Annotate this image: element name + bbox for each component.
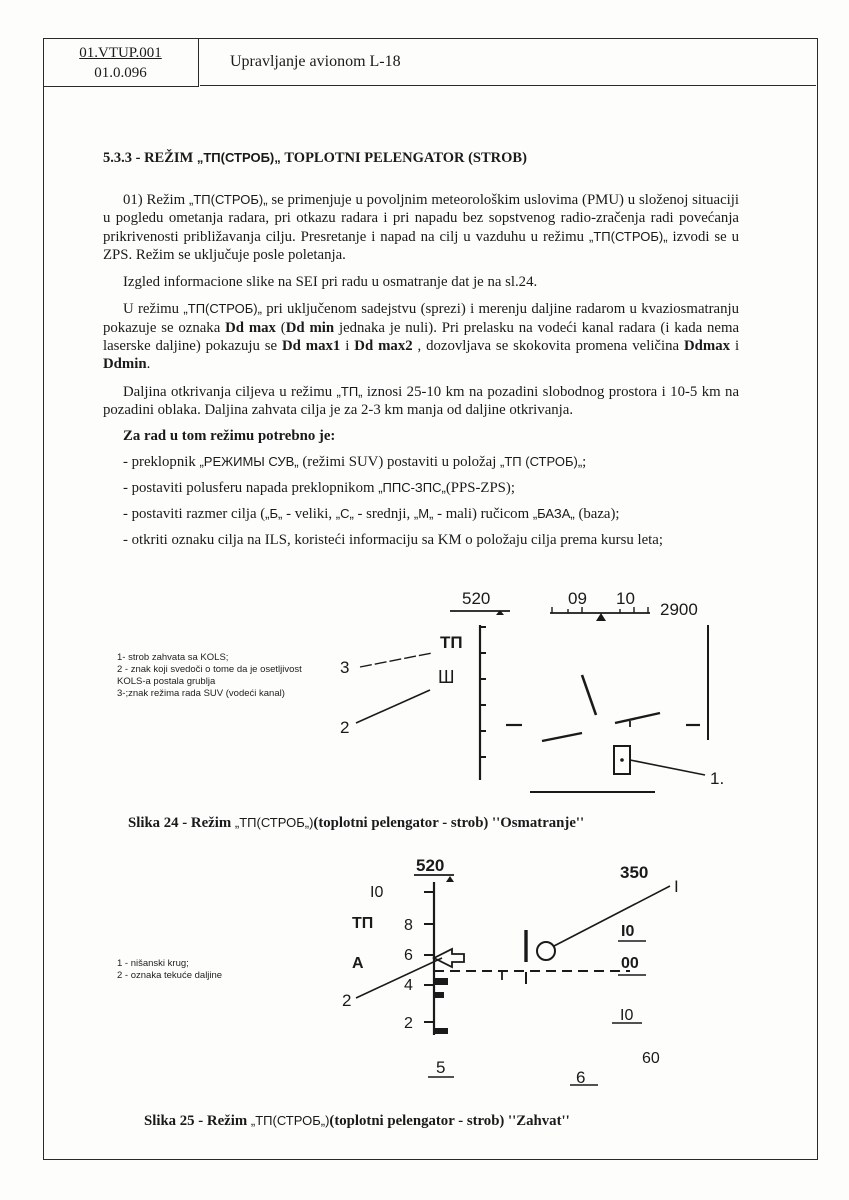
value-350: 350 — [620, 863, 649, 882]
value-i0: I0 — [621, 923, 635, 940]
range-arrow — [434, 949, 464, 967]
page-content — [103, 150, 739, 557]
speed-label: 520 — [416, 856, 445, 875]
figure-25-caption: Slika 25 - Režim „ТП(СТРОБ„)(toplotni pelengator - strob) ''Zahvat'' — [144, 1113, 570, 1129]
range-label: 8 — [404, 917, 413, 934]
speed-label: 520 — [462, 589, 491, 608]
figure-24-caption: Slika 24 - Režim „ТП(СТРОБ„)(toplotni pelengator - strob) ''Osmatranje'' — [128, 815, 585, 831]
section-name: TOPLOTNI PELENGATOR (STROB) — [284, 150, 527, 166]
wing-line-right — [615, 713, 660, 723]
callout-3: 3 — [340, 658, 350, 677]
mode-symbol: ТП — [352, 915, 374, 932]
section-number: 5.3.3 - REŽIM — [103, 150, 194, 166]
callout-1: 1. — [710, 769, 725, 788]
figure-25-hud — [330, 850, 710, 1090]
paragraph-2: Izgled informacione slike na SEI pri radu u osmatranje dat je na sl.24. — [123, 274, 538, 291]
heading-pointer — [596, 613, 606, 621]
range-bar — [434, 978, 448, 985]
heading-label-10: 10 — [616, 589, 635, 608]
value-00: 00 — [621, 955, 639, 972]
paragraph-4: Daljina otkrivanja ciljeva u režimu „ТП„ iznosi 25-10 km na pozadini slobodnog prostora i 10-5 km na pozadini oblaka. Daljina zahvata cilja je za 2-3 km manja od daljine otkrivanja. — [103, 383, 740, 418]
list-item: - preklopnik „РЕЖИМЫ СУВ„ (režimi SUV) postaviti u položaj „ТП (СТРОБ)„; — [123, 454, 587, 471]
figure-25-legend — [117, 958, 317, 982]
range-label: 4 — [404, 977, 413, 994]
callout-2: 2 — [342, 991, 352, 1010]
aiming-circle — [537, 942, 555, 960]
document-code-cell — [43, 38, 199, 87]
value-60: 60 — [642, 1050, 660, 1067]
legend-line: 1- strob zahvata sa KOLS; — [117, 652, 229, 663]
callout-2-leader — [356, 958, 442, 998]
list-item: - postaviti polusferu napada preklopnikom „ППС-ЗПС„(PPS-ZPS); — [123, 480, 515, 497]
callout-3-leader — [360, 653, 432, 667]
bottom-label-5: 5 — [436, 1058, 446, 1077]
range-bar — [434, 1028, 448, 1034]
heading-label-09: 09 — [568, 589, 587, 608]
wing-line-left — [542, 733, 582, 741]
document-title: Upravljanje avionom L-18 — [200, 38, 816, 86]
legend-line: 3-;znak režima rada SUV (vodeći kanal) — [117, 688, 285, 699]
callout-1: I — [674, 877, 679, 896]
section-heading — [103, 150, 739, 167]
aircraft-symbol — [582, 675, 596, 715]
list-item: - otkriti oznaku cilja na ILS, koristeći informaciju sa KM o položaju cilja prema kursu leta; — [123, 532, 663, 549]
range-label: 2 — [404, 1015, 413, 1032]
callout-1-leader — [554, 886, 670, 946]
symbol-a: А — [352, 955, 364, 972]
paragraph-1: 01) Režim „ТП(СТРОБ)„ se primenjuje u povoljnim meteorološkim uslovima (PMU) u složenoj situaciji u pogledu ometanja radara, pri otkazu radara i pri napadu bez sopstvenog radio-zračenja radi povećanja prikrivenosti približavanja cilju. Presretanje i napad na cilj u vazduhu u režimu „ТП(СТРОБ)„ izvodi se u ZPS. Režim se uključuje posle poletanja. — [103, 192, 740, 263]
target-dot — [620, 758, 624, 762]
list-item: - postaviti razmer cilja („Б„ - veliki, „С„ - srednji, „М„ - mali) ručicom „БАЗА„ (baza); — [123, 506, 620, 523]
heading-ticks — [552, 607, 648, 613]
range-label: 6 — [404, 947, 413, 964]
callout-1-leader — [630, 760, 705, 775]
legend-line: 2 - oznaka tekuće daljine — [117, 970, 223, 981]
bottom-label-6: 6 — [576, 1068, 586, 1087]
value-i0-bottom: I0 — [620, 1007, 634, 1024]
document-revision: 01.0.096 — [94, 65, 147, 81]
mode-symbol: ТП — [440, 633, 463, 652]
altitude-label: 2900 — [660, 600, 698, 619]
range-bar — [434, 992, 444, 998]
figure-24-hud — [320, 585, 740, 810]
callout-2-leader — [356, 690, 430, 723]
list-title: Za rad u tom režimu potrebno je: — [123, 428, 336, 445]
section-mode: „ТП(СТРОБ)„ — [196, 150, 281, 165]
legend-line: 2 - znak koji svedoči o tome da je osetljivost KOLS-a postala grublja — [117, 664, 302, 687]
range-label: I0 — [370, 884, 384, 901]
speed-marker — [446, 876, 454, 882]
document-code: 01.VTUP.001 — [79, 45, 162, 61]
legend-line: 1 - nišanski krug; — [117, 958, 189, 969]
callout-2: 2 — [340, 718, 350, 737]
range-ticks — [424, 892, 434, 1022]
paragraph-3: U režimu „ТП(СТРОБ)„ pri uključenom sadejstvu (sprezi) i merenju daljine radarom u kvaziosmatranju pokazuje se oznaka Dd max (Dd min jednaka je nuli). Pri prelasku na vodeći kanal radara (i kada nema laserske daljine) pokazuju se Dd max1 i Dd max2 , dozovljava se skokovita promena veličina Ddmax i Ddmin. — [103, 301, 740, 373]
sensitivity-symbol: Ш — [438, 667, 455, 687]
figure-24-legend — [117, 652, 317, 700]
